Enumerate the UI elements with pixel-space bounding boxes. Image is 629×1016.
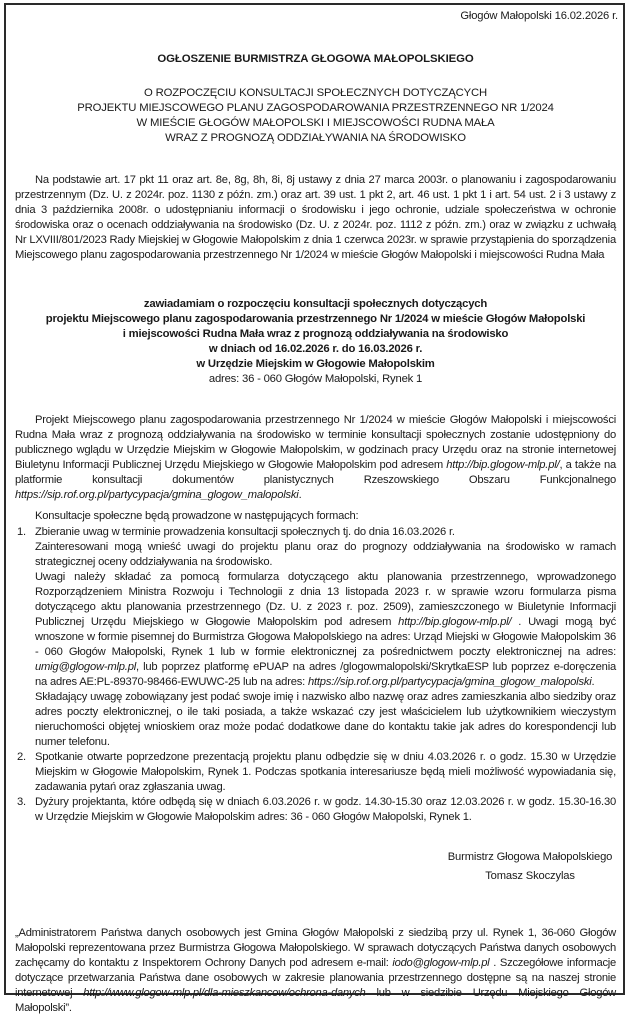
consultation-forms-list — [15, 525, 616, 825]
form-paragraph — [35, 570, 616, 690]
subtitle-line: WRAZ Z PROGNOZĄ ODDZIAŁYWANIA NA ŚRODOWISKO — [165, 132, 466, 144]
form-text: Uwagi należy składać za pomocą formularza dotyczącego aktu planowania przestrzennego, wprowadzonego Rozporządzeniem Ministra Rozwoju i Technologii z dnia 13 listopada 2023 r. w sprawie wzoru formularza pisma dotyczącego aktu planowania przestrzennego (Dz. U. z 2023 r. poz. 2509), zamieszczonego w Biuletynie Informacji Publicznej Urzędu Miejskiego w Głogowie Małopolskim pod adresem — [35, 571, 616, 628]
announcement-line: w dniach od 16.02.2026 r. do 16.03.2026 r. — [208, 343, 423, 355]
announcement — [15, 297, 616, 387]
form-heading: Zbieranie uwag w terminie prowadzenia konsultacji społecznych tj. do dnia 16.03.2026 r. — [35, 526, 455, 538]
bip-link[interactable]: http://bip.glogow-mlp.pl/ — [446, 459, 560, 471]
form-text: . — [591, 676, 595, 688]
form-text: , lub poprzez platformę ePUAP na adres /glogowmalopolski/SkrytkaESP lub poprzez e-doręczenia na adres AE:PL-89370-98466-EWUWC-25 lub na adres: — [35, 661, 616, 688]
announcement-address: adres: 36 - 060 Głogów Małopolski, Rynek 1 — [208, 373, 423, 385]
bip-link[interactable]: http://bip.glogow-mlp.pl/ — [398, 616, 512, 628]
sip-link[interactable]: https://sip.rof.org.pl/partycypacja/gmina_glogow_malopolski — [307, 676, 592, 688]
form-paragraph: Składający uwagę zobowiązany jest podać swoje imię i nazwisko albo nazwę oraz adres zamieszkania albo siedziby oraz adres poczty elektronicznej, o ile taki posiada, a także wskazać czy jest właścicielem lub użytkownikiem wieczystym nieruchomości objętej wnioskiem oraz może podać dodatkowe dane do kontaktu takie jak adres do korespondencji lub numer telefonu. — [35, 691, 616, 748]
email-link[interactable]: umig@glogow-mlp.pl — [35, 661, 137, 673]
subtitle-line: W MIEŚCIE GŁOGÓW MAŁOPOLSKI I MIEJSCOWOŚCI RUDNA MAŁA — [136, 117, 495, 129]
signature-name: Tomasz Skoczylas — [485, 870, 575, 882]
form-paragraph: Zainteresowani mogą wnieść uwagi do projektu planu oraz do prognozy oddziaływania na środowisko w ramach strategicznej oceny oddziaływania na środowisko. — [35, 541, 616, 568]
announcement-line: w Urzędzie Miejskim w Głogowie Małopolskim — [196, 358, 435, 370]
availability-text: , a także na platformie konsultacji dokumentów planistycznych Rzeszowskiego Obszaru Funkcjonalnego — [15, 459, 616, 486]
subtitle-line: PROJEKTU MIEJSCOWEGO PLANU ZAGOSPODAROWANIA PRZESTRZENNEGO NR 1/2024 — [77, 102, 554, 114]
sip-link[interactable]: https://sip.rof.org.pl/partycypacja/gmina_glogow_malopolski — [15, 489, 299, 501]
announcement-line: projektu Miejscowego planu zagospodarowania przestrzennego Nr 1/2024 w mieście Głogów Małopolski — [45, 313, 586, 325]
privacy-link[interactable]: http://www.glogow-mlp.pl/dla-mieszkancow/ochrona-danych — [83, 987, 366, 999]
list-number: 1. — [17, 526, 26, 538]
gdpr-text: „Administratorem Państwa danych osobowych jest Gmina Głogów Małopolski z siedzibą przy ul. Rynek 1, 36-060 Głogów Małopolski reprezentowana przez Burmistrza Głogowa Małopolskiego. W sprawach dotyczących Państwa danych osobowych zachęcamy do kontaktu z Inspektorem Ochrony Danych pod adresem e-mail: — [15, 927, 616, 969]
legal-basis-paragraph: Na podstawie art. 17 pkt 11 oraz art. 8e, 8g, 8h, 8i, 8j ustawy z dnia 27 marca 2003r. o planowaniu i zagospodarowaniu przestrzennym (Dz. U. z 2024r. poz. 1130 z późn. zm.) oraz art. 39 ust. 1 pkt 2, art. 46 ust. 1 pkt 1 i art. 54 ust. 2 i 3 ustawy z dnia 3 października 2008r. o udostępnianiu informacji o środowisku i jego ochronie, udziale społeczeństwa w ochronie środowiska oraz o ocenach oddziaływania na środowisko (Dz. U. z 2024r. poz. 1112 z późn. zm.) oraz w związku z uchwałą Nr LXVIII/801/2023 Rady Miejskiej w Głogowie Małopolskim z dnia 1 czerwca 2023r. w sprawie przystąpienia do sporządzenia Miejscowego planu zagospodarowania przestrzennego Nr 1/2024 w mieście Głogów Małopolski i miejscowości Rudna Mała — [15, 174, 616, 261]
forms-intro: Konsultacje społeczne będą prowadzone w następujących formach: — [35, 510, 359, 522]
list-item — [15, 795, 616, 825]
document-body — [15, 5, 618, 1014]
announcement-line: zawiadamiam o rozpoczęciu konsultacji społecznych dotyczących — [143, 298, 488, 310]
document-border — [4, 3, 625, 1014]
availability-paragraph — [15, 413, 616, 503]
availability-text: Projekt Miejscowego planu zagospodarowania przestrzennego Nr 1/2024 w mieście Głogów Małopolski i miejscowości Rudna Mała wraz z prognozą oddziaływania na środowisko w terminie konsultacji społecznych zostanie udostępniony do publicznego wglądu w Urzędzie Miejskim w Głogowie Małopolskim, w godzinach pracy Urzędu oraz na stronie internetowej Biuletynu Informacji Publicznej Urzędu Miejskiego w Głogowie Małopolskim pod adresem — [15, 414, 616, 471]
gdpr-text: lub w siedzibie Urzędu Miejskiego Głogów Małopolski”. — [15, 987, 616, 1014]
announcement-line: i miejscowości Rudna Mała wraz z prognozą oddziaływania na środowisko — [122, 328, 509, 340]
document-title: OGŁOSZENIE BURMISTRZA GŁOGOWA MAŁOPOLSKIEGO — [157, 53, 474, 65]
signature-role: Burmistrz Głogowa Małopolskiego — [447, 851, 613, 863]
document-subtitle — [15, 86, 616, 146]
subtitle-line: O ROZPOCZĘCIU KONSULTACJI SPOŁECZNYCH DOTYCZĄCYCH — [143, 87, 488, 99]
gdpr-notice — [15, 926, 616, 1016]
gdpr-text: . Szczegółowe informacje dotyczące przetwarzania Państwa dane osobowych w zakresie planowania przestrzennego dostępne są na naszej stronie internetowej — [15, 957, 616, 999]
list-number: 3. — [17, 796, 26, 808]
form-paragraph: Dyżury projektanta, które odbędą się w dniach 6.03.2026 r. w godz. 14.30-15.30 oraz 12.03.2026 r. w godz. 15.30-16.30 w Urzędzie Miejskim w Głogowie Małopolskim adres: 36 - 060 Głogów Małopolski, Rynek 1. — [35, 796, 616, 823]
form-paragraph: Spotkanie otwarte poprzedzone prezentacją projektu planu odbędzie się w dniu 4.03.2026 r. o godz. 15.30 w Urzędzie Miejskim w Głogowie Małopolskim, Rynek 1. Podczas spotkania interesariusze będą mieli możliwość wypowiadania się, zadawania pytań oraz zgłaszania uwag. — [35, 751, 616, 793]
list-item — [15, 750, 616, 795]
availability-text: . — [298, 489, 302, 501]
signature-block — [435, 848, 625, 886]
place-date: Głogów Małopolski 16.02.2026 r. — [460, 10, 618, 22]
form-text: . Uwagi mogą być wnoszone w formie pisemnej do Burmistrza Głogowa Małopolskiego na adres: Urząd Miejski w Głogowie Małopolskim 36 - 060 Głogów Małopolski, Rynek 1 lub w formie elektronicznej za pośrednictwem poczty elektronicznej na adres: — [35, 616, 617, 658]
iodo-email-link[interactable]: iodo@glogow-mlp.pl — [392, 957, 490, 969]
list-item — [15, 525, 616, 750]
list-number: 2. — [17, 751, 26, 763]
